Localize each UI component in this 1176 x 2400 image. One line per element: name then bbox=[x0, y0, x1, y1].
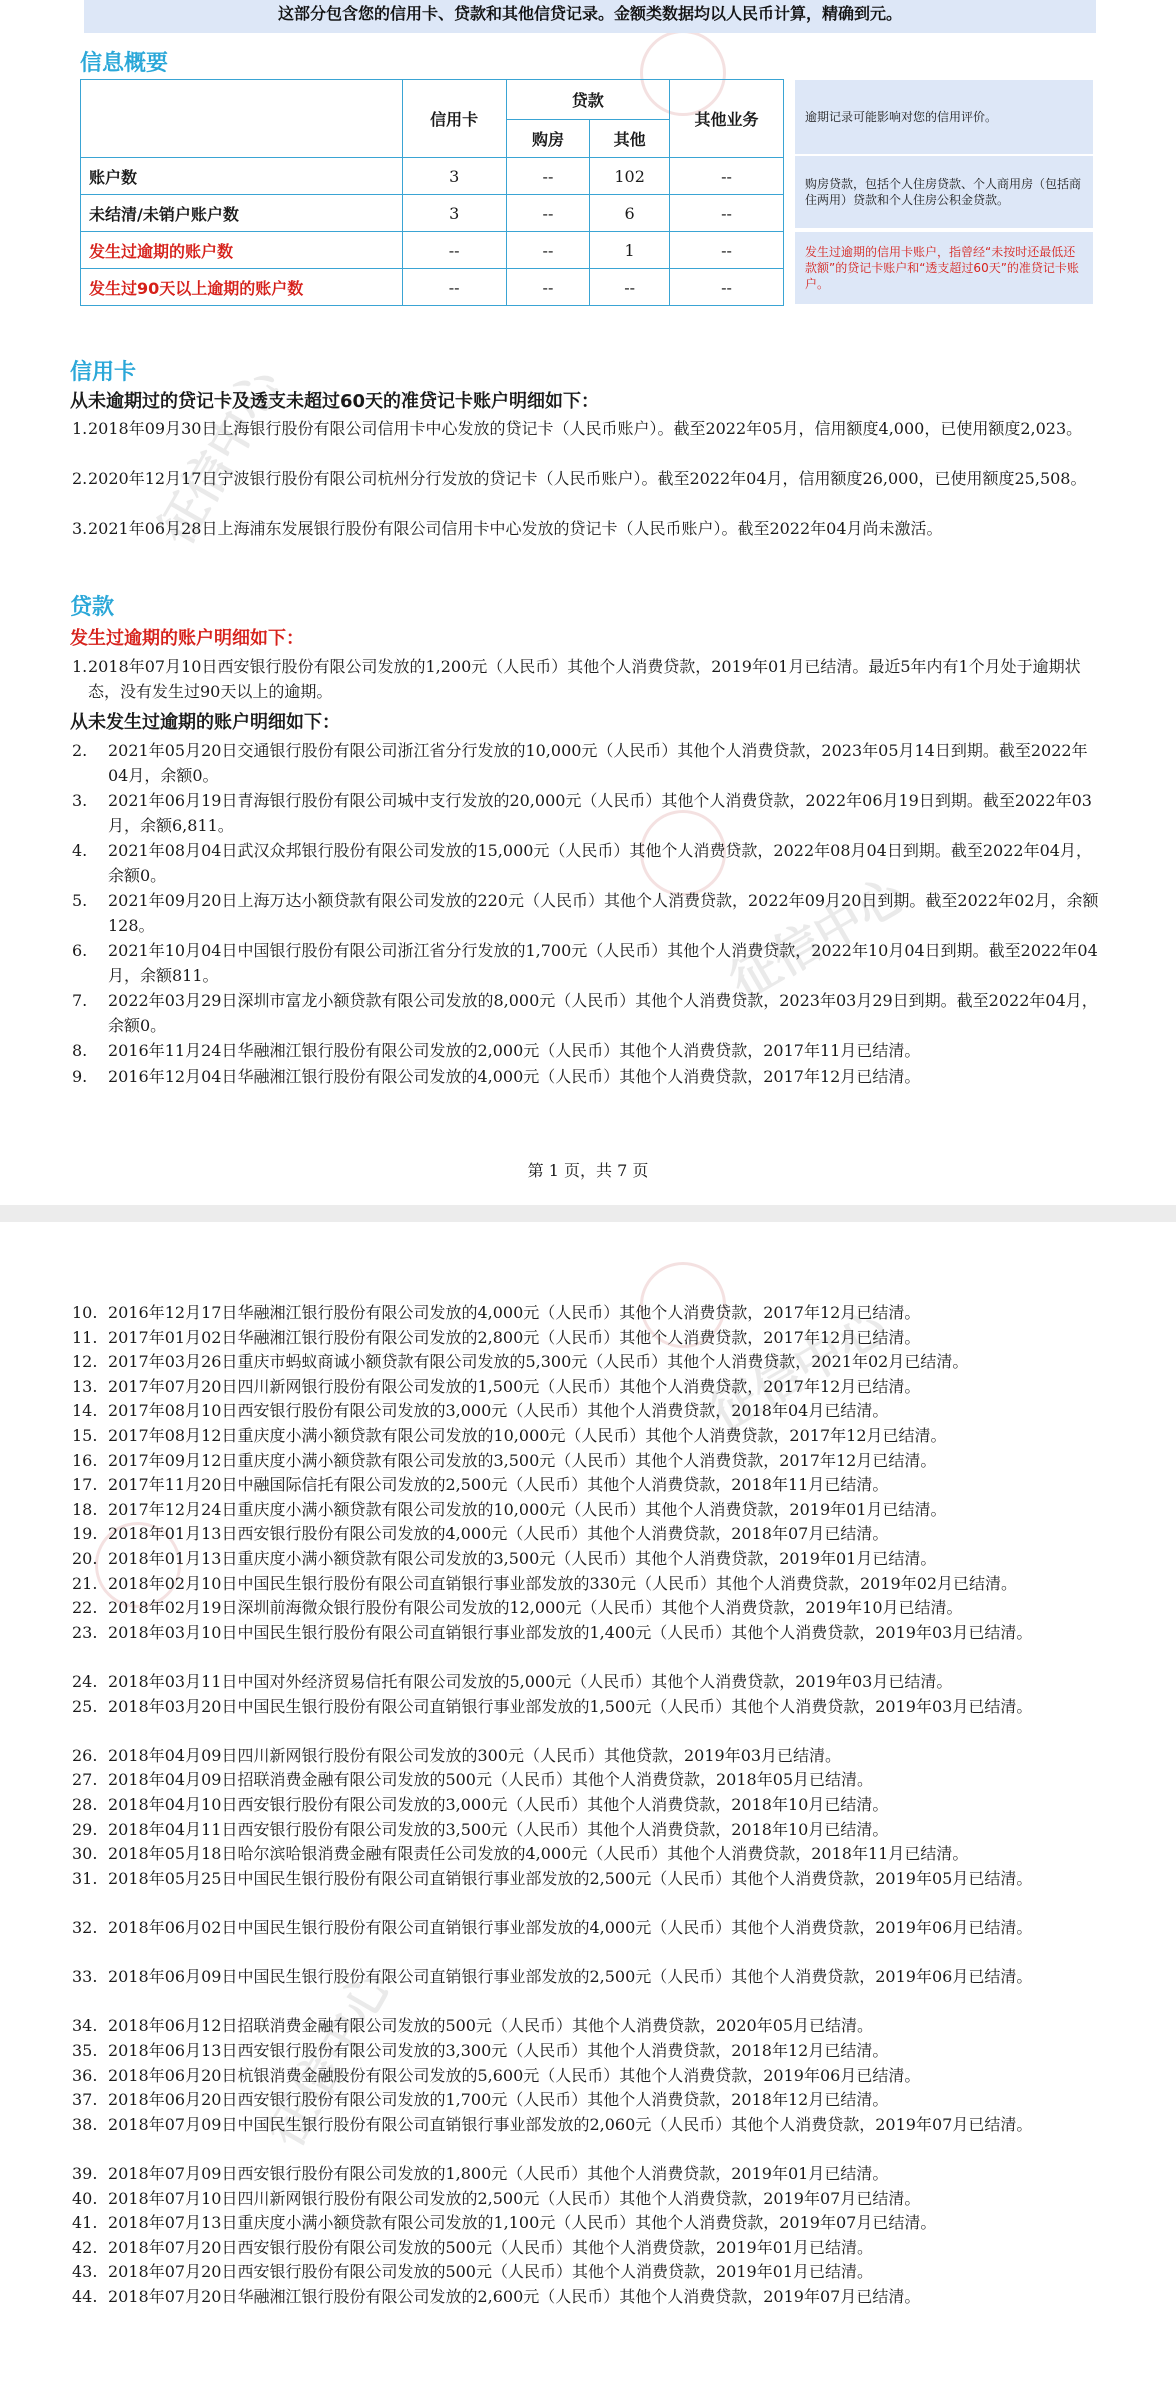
row-label: 发生过90天以上逾期的账户数 bbox=[81, 269, 403, 306]
overview-title: 信息概要 bbox=[80, 51, 169, 76]
table-cell: 102 bbox=[590, 158, 670, 195]
item-number: 17. bbox=[72, 1475, 98, 1495]
credit-card-title: 信用卡 bbox=[70, 360, 137, 385]
row-label: 未结清/未销户账户数 bbox=[81, 195, 403, 232]
watermark-seal-text: 征信中心 bbox=[721, 866, 916, 1011]
item-text: 2017年09月12日重庆度小满小额贷款有限公司发放的3,500元（人民币）其他个人消费贷款，2017年12月已结清。 bbox=[108, 1450, 937, 1470]
item-number: 30. bbox=[72, 1844, 98, 1864]
table-cell: -- bbox=[590, 269, 670, 306]
item-number: 36. bbox=[72, 2065, 98, 2085]
list-item bbox=[72, 1964, 1082, 1989]
item-text: 2017年08月10日西安银行股份有限公司发放的3,000元（人民币）其他个人消费贷款，2018年04月已结清。 bbox=[108, 1401, 889, 1421]
item-text: 2018年02月19日深圳前海微众银行股份有限公司发放的12,000元（人民币）其他个人消费贷款，2019年10月已结清。 bbox=[108, 1598, 963, 1618]
item-text: 2021年08月04日武汉众邦银行股份有限公司发放的15,000元（人民币）其他个人消费贷款，2022年08月04日到期。截至2022年04月，余额0。 bbox=[108, 841, 1092, 885]
item-text: 2018年03月10日中国民生银行股份有限公司直销银行事业部发放的1,400元（人民币）其他个人消费贷款，2019年03月已结清。 bbox=[108, 1622, 1033, 1642]
item-number: 38. bbox=[72, 2114, 98, 2134]
item-number: 18. bbox=[72, 1499, 98, 1519]
table-row bbox=[81, 232, 784, 269]
note-overdue-card: 发生过逾期的信用卡账户，指曾经“未按时还最低还款额”的贷记卡账户和“透支超过60天”的准贷记卡账户。 bbox=[795, 232, 1093, 304]
list-item bbox=[72, 1595, 1082, 1620]
list-item bbox=[72, 2186, 1082, 2211]
item-text: 2021年09月20日上海万达小额贷款有限公司发放的220元（人民币）其他个人消费贷款，2022年09月20日到期。截至2022年02月，余额128。 bbox=[108, 891, 1099, 935]
item-number: 6. bbox=[72, 941, 88, 960]
table-cell: -- bbox=[669, 158, 783, 195]
list-item bbox=[72, 1841, 1082, 1866]
table-cell: 1 bbox=[590, 232, 670, 269]
list-item bbox=[72, 1915, 1082, 1940]
item-number: 14. bbox=[72, 1401, 98, 1421]
item-number: 25. bbox=[72, 1696, 98, 1716]
list-item bbox=[72, 1817, 1082, 1842]
list-item bbox=[72, 1325, 1082, 1350]
list-item bbox=[72, 1792, 1082, 1817]
item-number: 13. bbox=[72, 1376, 98, 1396]
item-number: 15. bbox=[72, 1426, 98, 1445]
item-text: 2018年04月09日招联消费金融有限公司发放的500元（人民币）其他个人消费贷款，2018年05月已结清。 bbox=[108, 1770, 874, 1790]
table-cell: 3 bbox=[402, 158, 506, 195]
list-item bbox=[72, 2112, 1082, 2137]
item-number: 20. bbox=[72, 1549, 98, 1568]
item-number: 33. bbox=[72, 1967, 98, 1987]
item-number: 41. bbox=[72, 2213, 98, 2233]
header-house: 购房 bbox=[506, 120, 590, 158]
list-item bbox=[72, 1423, 1082, 1448]
list-item bbox=[72, 788, 1102, 838]
item-text: 2018年07月13日重庆度小满小额贷款有限公司发放的1,100元（人民币）其他个人消费贷款，2019年07月已结清。 bbox=[108, 2213, 937, 2233]
item-text: 2016年11月24日华融湘江银行股份有限公司发放的2,000元（人民币）其他个人消费贷款，2017年11月已结清。 bbox=[108, 1041, 921, 1060]
item-text: 2017年01月02日华融湘江银行股份有限公司发放的2,800元（人民币）其他个人消费贷款，2017年12月已结清。 bbox=[108, 1327, 921, 1347]
item-number: 37. bbox=[72, 2090, 98, 2110]
item-text: 2018年09月30日上海银行股份有限公司信用卡中心发放的贷记卡（人民币账户）。截至2022年05月，信用额度4,000，已使用额度2,023。 bbox=[88, 419, 1083, 438]
item-text: 2018年06月20日西安银行股份有限公司发放的1,700元（人民币）其他个人消费贷款，2018年12月已结清。 bbox=[108, 2090, 889, 2110]
list-item bbox=[72, 1546, 1082, 1571]
item-number: 7. bbox=[72, 991, 88, 1010]
list-item bbox=[72, 1472, 1082, 1497]
loan-overdue-subtitle: 发生过逾期的账户明细如下： bbox=[70, 628, 304, 649]
item-number: 9. bbox=[72, 1067, 88, 1086]
list-item bbox=[72, 1866, 1082, 1891]
item-text: 2022年03月29日深圳市富龙小额贷款有限公司发放的8,000元（人民币）其他个人消费贷款，2023年03月29日到期。截至2022年04月，余额0。 bbox=[108, 991, 1098, 1035]
item-number: 12. bbox=[72, 1352, 98, 1372]
item-number: 35. bbox=[72, 2041, 98, 2060]
loan-title: 贷款 bbox=[70, 595, 115, 620]
table-row bbox=[81, 269, 784, 306]
item-number: 1. bbox=[72, 657, 88, 676]
list-item bbox=[72, 1064, 1102, 1089]
list-item bbox=[72, 2259, 1082, 2284]
item-text: 2018年03月20日中国民生银行股份有限公司直销银行事业部发放的1,500元（人民币）其他个人消费贷款，2019年03月已结清。 bbox=[108, 1696, 1033, 1716]
item-number: 39. bbox=[72, 2164, 98, 2183]
table-row bbox=[81, 195, 784, 232]
note-overdue-impact: 逾期记录可能影响对您的信用评价。 bbox=[795, 80, 1093, 154]
list-item bbox=[72, 1398, 1082, 1423]
item-number: 24. bbox=[72, 1672, 98, 1691]
list-item bbox=[72, 2235, 1082, 2260]
item-text: 2018年04月11日西安银行股份有限公司发放的3,500元（人民币）其他个人消费贷款，2018年10月已结清。 bbox=[108, 1819, 889, 1839]
list-item bbox=[72, 1571, 1082, 1596]
list-item bbox=[72, 1521, 1082, 1546]
item-number: 27. bbox=[72, 1770, 98, 1790]
list-item bbox=[72, 2210, 1082, 2235]
item-text: 2016年12月04日华融湘江银行股份有限公司发放的4,000元（人民币）其他个人消费贷款，2017年12月已结清。 bbox=[108, 1067, 921, 1086]
item-text: 2018年04月09日四川新网银行股份有限公司发放的300元（人民币）其他贷款，2019年03月已结清。 bbox=[108, 1745, 842, 1765]
item-text: 2018年07月09日西安银行股份有限公司发放的1,800元（人民币）其他个人消费贷款，2019年01月已结清。 bbox=[108, 2164, 889, 2183]
table-cell: -- bbox=[669, 232, 783, 269]
item-text: 2017年08月12日重庆度小满小额贷款有限公司发放的10,000元（人民币）其他个人消费贷款，2017年12月已结清。 bbox=[108, 1426, 947, 1445]
list-item bbox=[72, 2038, 1082, 2063]
item-text: 2018年06月20日杭银消费金融股份有限公司发放的5,600元（人民币）其他个人消费贷款，2019年06月已结清。 bbox=[108, 2065, 921, 2085]
item-text: 2018年07月10日四川新网银行股份有限公司发放的2,500元（人民币）其他个人消费贷款，2019年07月已结清。 bbox=[108, 2188, 921, 2208]
item-text: 2018年07月10日西安银行股份有限公司发放的1,200元（人民币）其他个人消费贷款，2019年01月已结清。最近5年内有1个月处于逾期状态，没有发生过90天以上的逾期。 bbox=[88, 657, 1081, 701]
item-number: 1. bbox=[72, 419, 88, 438]
item-text: 2021年06月19日青海银行股份有限公司城中支行发放的20,000元（人民币）其他个人消费贷款，2022年06月19日到期。截至2022年03月，余额6,811。 bbox=[108, 791, 1092, 835]
item-number: 16. bbox=[72, 1450, 98, 1470]
list-item bbox=[72, 2063, 1082, 2088]
item-text: 2021年10月04日中国银行股份有限公司浙江省分行发放的1,700元（人民币）其他个人消费贷款，2022年10月04日到期。截至2022年04月，余额811。 bbox=[108, 941, 1098, 985]
page-footer: 第 1 页，共 7 页 bbox=[527, 1161, 649, 1180]
item-text: 2018年01月13日重庆度小满小额贷款有限公司发放的3,500元（人民币）其他个人消费贷款，2019年01月已结清。 bbox=[108, 1549, 937, 1568]
item-text: 2018年05月18日哈尔滨哈银消费金融有限责任公司发放的4,000元（人民币）其他个人消费贷款，2018年11月已结清。 bbox=[108, 1844, 969, 1864]
table-cell: -- bbox=[506, 269, 590, 306]
table-cell: 6 bbox=[590, 195, 670, 232]
list-item bbox=[72, 2087, 1082, 2112]
item-text: 2017年03月26日重庆市蚂蚁商诚小额贷款有限公司发放的5,300元（人民币）其他个人消费贷款，2021年02月已结清。 bbox=[108, 1352, 969, 1372]
item-number: 42. bbox=[72, 2237, 98, 2257]
item-number: 8. bbox=[72, 1041, 88, 1060]
list-item bbox=[72, 1743, 1082, 1768]
list-item bbox=[72, 838, 1102, 888]
item-text: 2017年11月20日中融国际信托有限公司发放的2,500元（人民币）其他个人消费贷款，2018年11月已结清。 bbox=[108, 1475, 889, 1495]
item-text: 2018年02月10日中国民生银行股份有限公司直销银行事业部发放的330元（人民币）其他个人消费贷款，2019年02月已结清。 bbox=[108, 1573, 1018, 1593]
header-loan: 贷款 bbox=[506, 80, 669, 120]
list-item bbox=[72, 888, 1102, 938]
list-item bbox=[72, 1669, 1082, 1694]
overview-table bbox=[80, 79, 784, 306]
item-text: 2020年12月17日宁波银行股份有限公司杭州分行发放的贷记卡（人民币账户）。截至2022年04月，信用额度26,000，已使用额度25,508。 bbox=[88, 469, 1087, 488]
table-cell: -- bbox=[669, 269, 783, 306]
list-item bbox=[72, 2013, 1082, 2038]
item-text: 2018年03月11日中国对外经济贸易信托有限公司发放的5,000元（人民币）其他个人消费贷款，2019年03月已结清。 bbox=[108, 1672, 953, 1691]
list-item bbox=[72, 1497, 1082, 1522]
item-number: 22. bbox=[72, 1598, 98, 1618]
item-text: 2016年12月17日华融湘江银行股份有限公司发放的4,000元（人民币）其他个人消费贷款，2017年12月已结清。 bbox=[108, 1303, 921, 1322]
item-number: 28. bbox=[72, 1795, 98, 1814]
item-number: 44. bbox=[72, 2287, 98, 2306]
list-item bbox=[72, 2284, 1082, 2309]
note-house-loan: 购房贷款，包括个人住房贷款、个人商用房（包括商住两用）贷款和个人住房公积金贷款。 bbox=[795, 156, 1093, 228]
item-text: 2018年06月13日西安银行股份有限公司发放的3,300元（人民币）其他个人消费贷款，2018年12月已结清。 bbox=[108, 2041, 889, 2060]
report-page-2 bbox=[0, 1222, 1176, 2400]
item-number: 2. bbox=[72, 741, 88, 760]
list-item bbox=[72, 516, 1102, 541]
list-item bbox=[72, 738, 1102, 788]
item-text: 2018年06月09日中国民生银行股份有限公司直销银行事业部发放的2,500元（人民币）其他个人消费贷款，2019年06月已结清。 bbox=[108, 1967, 1033, 1987]
table-cell: -- bbox=[402, 232, 506, 269]
item-text: 2018年07月20日西安银行股份有限公司发放的500元（人民币）其他个人消费贷款，2019年01月已结清。 bbox=[108, 2237, 874, 2257]
list-item bbox=[72, 988, 1102, 1038]
section-intro-banner: 这部分包含您的信用卡、贷款和其他信贷记录。金额类数据均以人民币计算，精确到元。 bbox=[84, 0, 1096, 33]
header-credit-card: 信用卡 bbox=[402, 80, 506, 158]
item-text: 2018年04月10日西安银行股份有限公司发放的3,000元（人民币）其他个人消费贷款，2018年10月已结清。 bbox=[108, 1795, 889, 1814]
row-label: 账户数 bbox=[81, 158, 403, 195]
item-number: 3. bbox=[72, 519, 88, 538]
list-item bbox=[72, 1620, 1082, 1645]
item-number: 40. bbox=[72, 2188, 98, 2208]
row-label: 发生过逾期的账户数 bbox=[81, 232, 403, 269]
table-corner-cell bbox=[81, 80, 403, 158]
table-cell: -- bbox=[506, 158, 590, 195]
item-number: 26. bbox=[72, 1745, 98, 1765]
list-item bbox=[72, 1349, 1082, 1374]
item-text: 2018年01月13日西安银行股份有限公司发放的4,000元（人民币）其他个人消费贷款，2018年07月已结清。 bbox=[108, 1524, 889, 1544]
item-text: 2021年05月20日交通银行股份有限公司浙江省分行发放的10,000元（人民币）其他个人消费贷款，2023年05月14日到期。截至2022年04月，余额0。 bbox=[108, 741, 1088, 785]
watermark-seal-text: 征信中心 bbox=[701, 1298, 896, 1443]
item-text: 2021年06月28日上海浦东发展银行股份有限公司信用卡中心发放的贷记卡（人民币账户）。截至2022年04月尚未激活。 bbox=[88, 519, 943, 538]
list-item bbox=[72, 1694, 1082, 1719]
item-number: 31. bbox=[72, 1868, 98, 1888]
header-other: 其他 bbox=[590, 120, 670, 158]
table-cell: -- bbox=[669, 195, 783, 232]
table-cell: -- bbox=[506, 195, 590, 232]
page-separator bbox=[0, 1205, 1176, 1222]
item-number: 5. bbox=[72, 891, 88, 910]
item-text: 2018年07月09日中国民生银行股份有限公司直销银行事业部发放的2,060元（人民币）其他个人消费贷款，2019年07月已结清。 bbox=[108, 2114, 1033, 2134]
list-item bbox=[72, 1448, 1082, 1473]
table-cell: -- bbox=[506, 232, 590, 269]
list-item bbox=[72, 1374, 1082, 1399]
list-item bbox=[72, 2161, 1082, 2186]
item-number: 43. bbox=[72, 2262, 98, 2282]
item-number: 32. bbox=[72, 1918, 98, 1937]
loan-normal-subtitle: 从未发生过逾期的账户明细如下： bbox=[70, 712, 340, 733]
item-number: 21. bbox=[72, 1573, 98, 1593]
table-cell: 3 bbox=[402, 195, 506, 232]
item-text: 2018年06月02日中国民生银行股份有限公司直销银行事业部发放的4,000元（人民币）其他个人消费贷款，2019年06月已结清。 bbox=[108, 1918, 1033, 1937]
item-number: 10. bbox=[72, 1303, 98, 1322]
item-number: 23. bbox=[72, 1622, 98, 1642]
item-text: 2017年07月20日四川新网银行股份有限公司发放的1,500元（人民币）其他个人消费贷款，2017年12月已结清。 bbox=[108, 1376, 921, 1396]
item-number: 29. bbox=[72, 1819, 98, 1839]
watermark-seal-text: 征信中心 bbox=[257, 1961, 403, 2156]
list-item bbox=[72, 654, 1102, 704]
watermark-seal-text: 征信中心 bbox=[147, 359, 293, 554]
item-number: 2. bbox=[72, 469, 88, 488]
item-number: 34. bbox=[72, 2016, 98, 2036]
item-text: 2018年06月12日招联消费金融有限公司发放的500元（人民币）其他个人消费贷款，2020年05月已结清。 bbox=[108, 2016, 874, 2036]
item-text: 2017年12月24日重庆度小满小额贷款有限公司发放的10,000元（人民币）其他个人消费贷款，2019年01月已结清。 bbox=[108, 1499, 947, 1519]
table-cell: -- bbox=[402, 269, 506, 306]
list-item bbox=[72, 1300, 1082, 1325]
header-other-business: 其他业务 bbox=[669, 80, 783, 158]
item-number: 19. bbox=[72, 1524, 98, 1544]
list-item bbox=[72, 466, 1102, 491]
item-number: 3. bbox=[72, 791, 88, 810]
item-text: 2018年07月20日西安银行股份有限公司发放的500元（人民币）其他个人消费贷款，2019年01月已结清。 bbox=[108, 2262, 874, 2282]
list-item bbox=[72, 1767, 1082, 1792]
item-number: 11. bbox=[72, 1327, 98, 1347]
list-item bbox=[72, 1038, 1102, 1063]
list-item bbox=[72, 938, 1102, 988]
item-text: 2018年05月25日中国民生银行股份有限公司直销银行事业部发放的2,500元（人民币）其他个人消费贷款，2019年05月已结清。 bbox=[108, 1868, 1033, 1888]
item-text: 2018年07月20日华融湘江银行股份有限公司发放的2,600元（人民币）其他个人消费贷款，2019年07月已结清。 bbox=[108, 2287, 921, 2306]
item-number: 4. bbox=[72, 841, 88, 860]
list-item bbox=[72, 416, 1102, 441]
table-row bbox=[81, 158, 784, 195]
credit-card-subtitle: 从未逾期过的贷记卡及透支未超过60天的准贷记卡账户明细如下： bbox=[70, 391, 600, 412]
